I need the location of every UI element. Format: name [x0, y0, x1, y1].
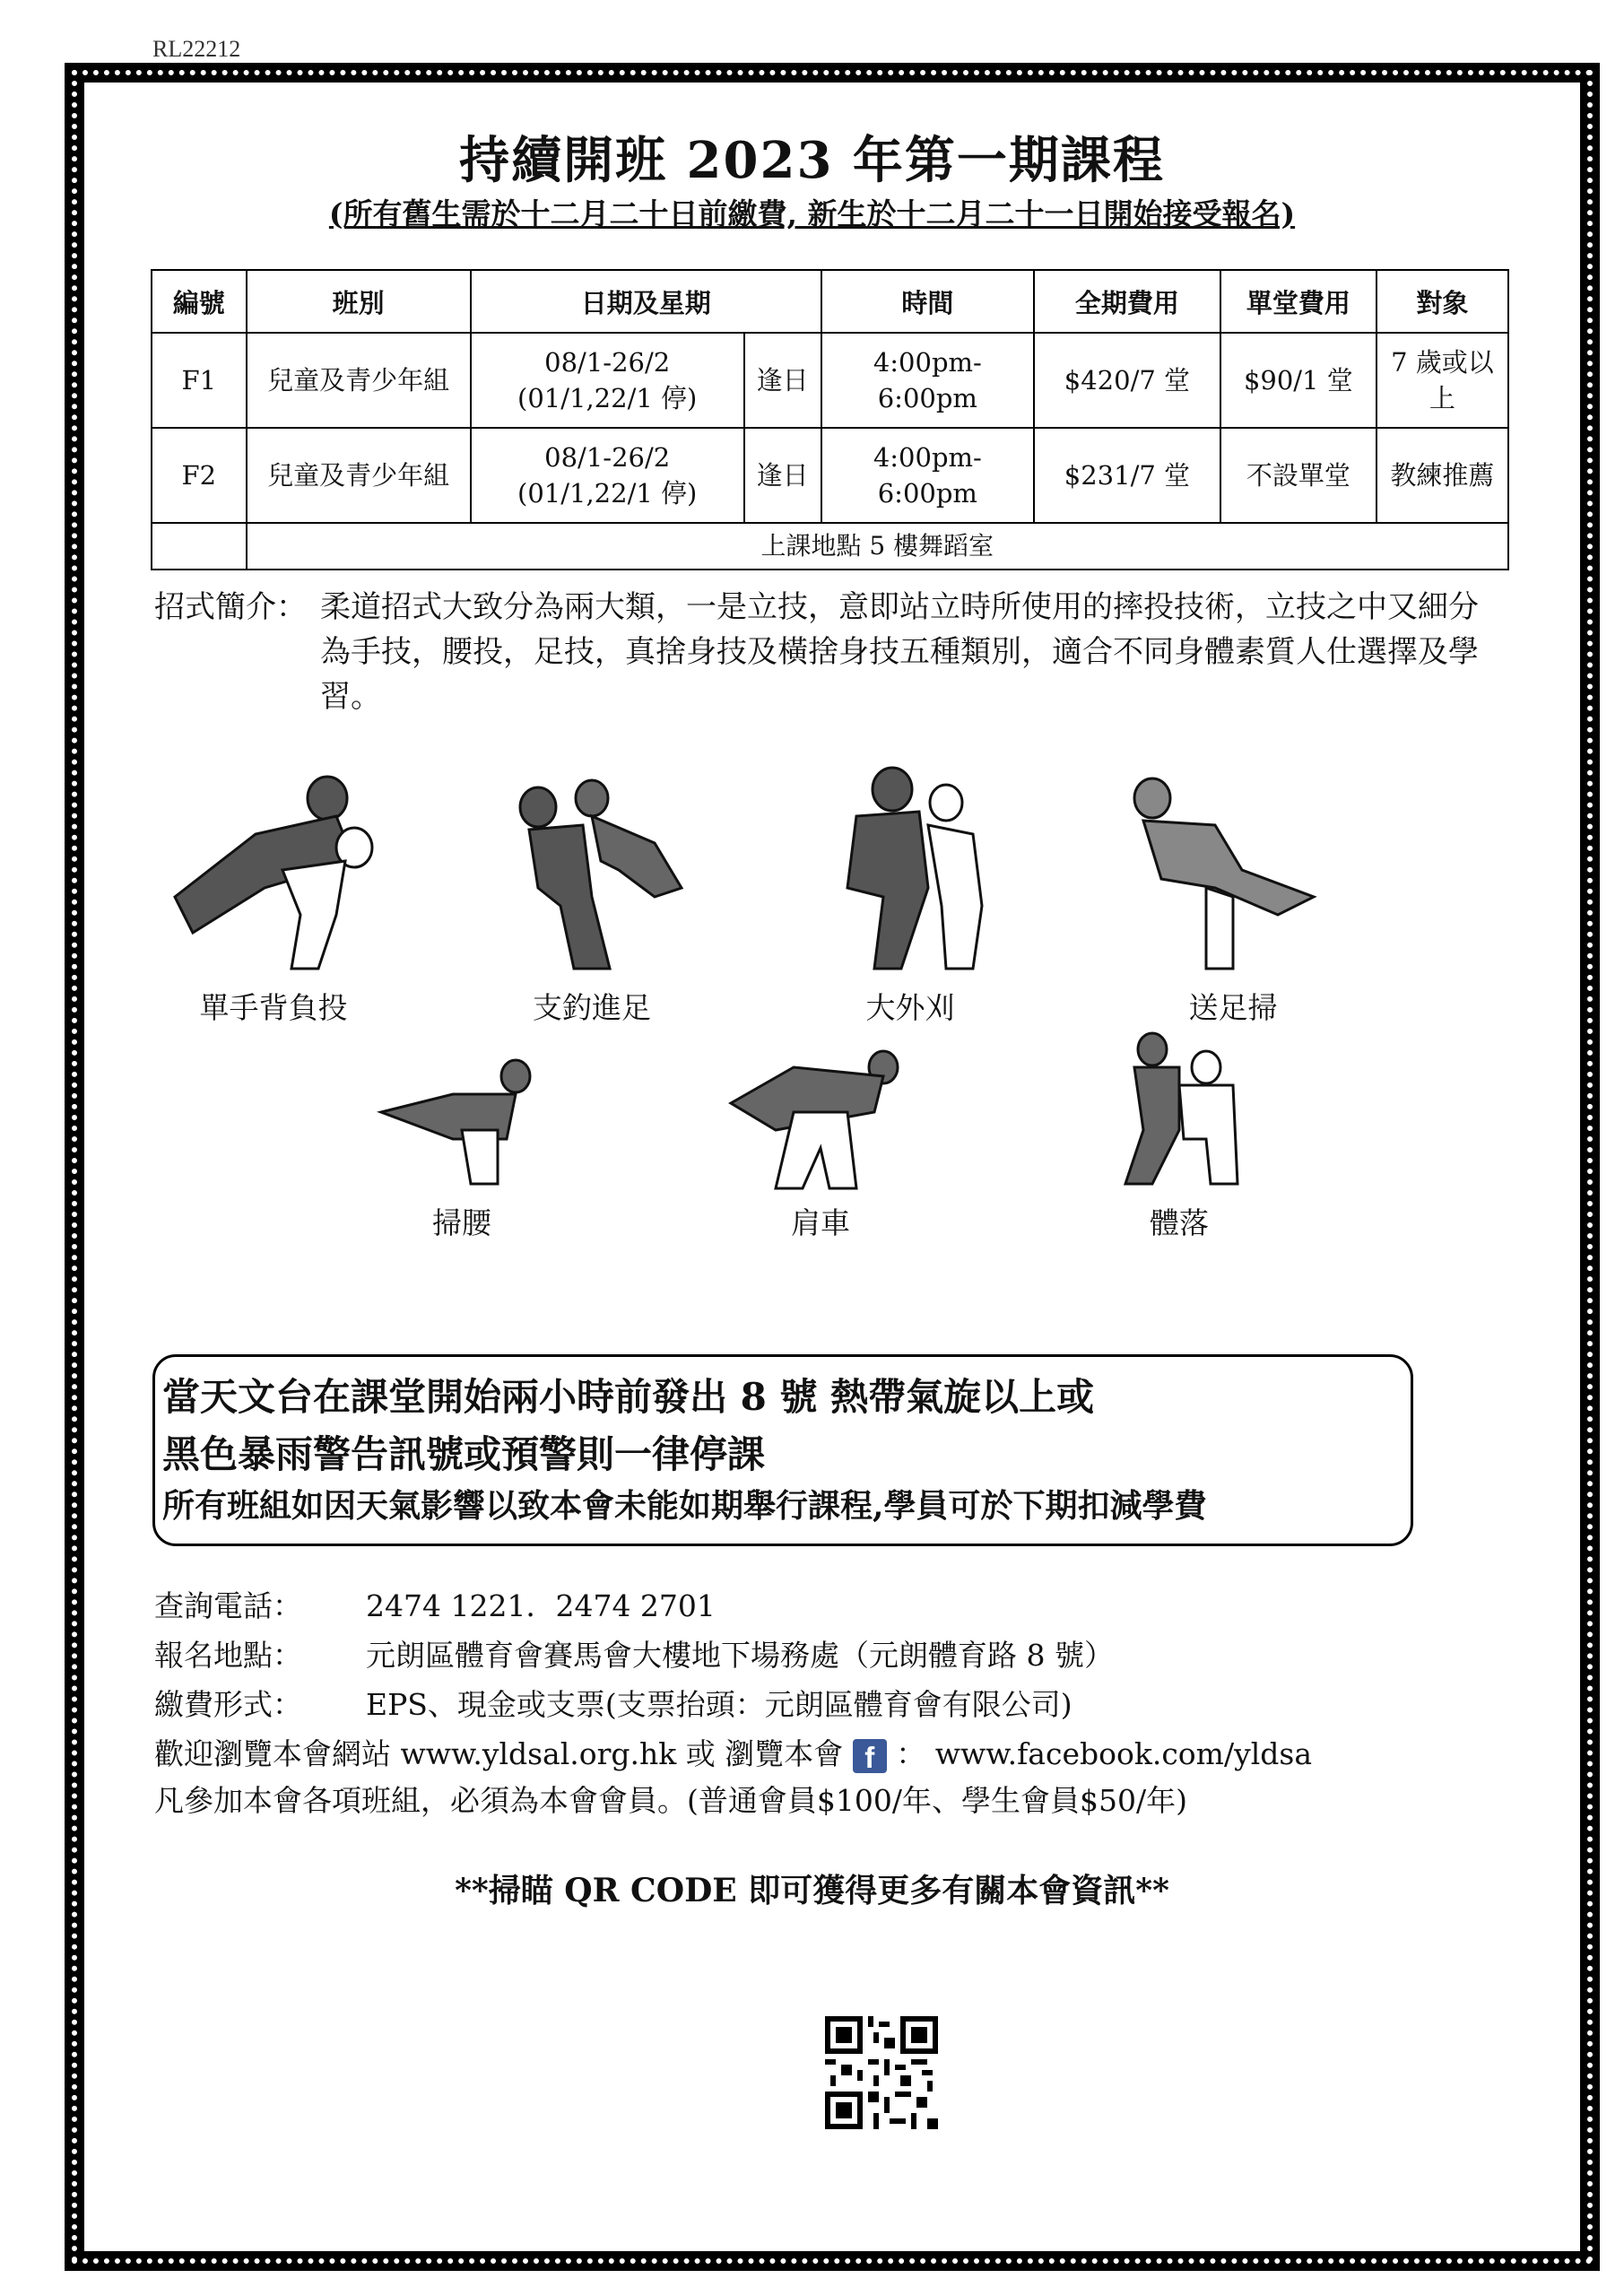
- table-row: [152, 428, 1508, 523]
- contact-web: [154, 1731, 1312, 1773]
- cell-class: 兒童及青少年組: [247, 333, 471, 428]
- judo-throw-illustration-icon: [1081, 1031, 1278, 1193]
- weather-warning-box: [152, 1354, 1413, 1546]
- qr-code-icon: [825, 2016, 938, 2129]
- membership-note: 凡參加本會各項班組，必須為本會會員。(普通會員$100/年、學生會員$50/年): [154, 1783, 1187, 1818]
- judo-throw-illustration-icon: [722, 1040, 919, 1193]
- page-title: 持續開班 2023 年第一期課程: [459, 131, 1165, 190]
- cell-target: 教練推薦: [1376, 428, 1508, 523]
- page-subtitle: (所有舊生需於十二月二十日前繳費, 新生於十二月二十一日開始接受報名): [328, 196, 1296, 231]
- facebook-url: ： www.facebook.com/yldsa: [896, 1736, 1313, 1771]
- header-target: 對象: [1376, 270, 1508, 333]
- website-text: 歡迎瀏覽本會網站 www.yldsal.org.hk 或 瀏覽本會: [154, 1736, 844, 1771]
- technique-label: 單手背負投: [199, 990, 348, 1025]
- cell-code: F1: [152, 333, 247, 428]
- contact-phone: [154, 1583, 716, 1625]
- cell-dates: [471, 428, 744, 523]
- contact-payment: [154, 1682, 1073, 1724]
- table-header-row: [152, 270, 1508, 333]
- payment-label: 繳費形式：: [154, 1687, 302, 1722]
- venue-label: 報名地點：: [154, 1638, 302, 1673]
- warning-line-3: 所有班組如因天氣影響以致本會未能如期舉行課程,學員可於下期扣減學費: [162, 1487, 1207, 1525]
- judo-throw-illustration-icon: [1116, 762, 1350, 978]
- technique-seoi-nage: [152, 762, 395, 1027]
- technique-label: 大外刈: [865, 990, 955, 1025]
- class-location: 上課地點 5 樓舞蹈室: [247, 523, 1509, 570]
- qr-note: **掃瞄 QR CODE 即可獲得更多有關本會資訊**: [455, 1872, 1169, 1909]
- judo-throw-illustration-icon: [794, 762, 1027, 978]
- dates-note: (01/1,22/1 停): [517, 383, 698, 413]
- header-class: 班別: [247, 270, 471, 333]
- warning-line-2: 黑色暴雨警告訊號或預警則一律停課: [162, 1432, 766, 1476]
- intro-text: 柔道招式大致分為兩大類，一是立技，意即站立時所使用的摔投技術，立技之中又細分為手技，腰投，足技，真捨身技及橫捨身技五種類別，適合不同身體素質人仕選擇及學習。: [320, 589, 1479, 715]
- technique-label: 掃腰: [432, 1205, 491, 1240]
- cell-day: 逢日: [744, 333, 821, 428]
- schedule-table: [151, 269, 1509, 570]
- cell-full-fee: $420/7 堂: [1034, 333, 1220, 428]
- table-row: [152, 333, 1508, 428]
- cell-day: 逢日: [744, 428, 821, 523]
- cell-target: 7 歲或以上: [1376, 333, 1508, 428]
- technique-label: 體落: [1150, 1205, 1209, 1240]
- header-dates: 日期及星期: [471, 270, 821, 333]
- judo-throw-illustration-icon: [363, 1040, 560, 1193]
- dates-range: 08/1-26/2: [544, 442, 671, 473]
- technique-okuri-ashi: [1112, 762, 1354, 1027]
- intro-label: 招式簡介：: [154, 589, 307, 625]
- header-full-fee: 全期費用: [1034, 270, 1220, 333]
- technique-harai-goshi: [341, 1040, 583, 1242]
- phone-label: 查詢電話：: [154, 1588, 302, 1623]
- technique-kata-guruma: [699, 1040, 942, 1242]
- judo-throw-illustration-icon: [475, 762, 708, 978]
- judo-throw-illustration-icon: [157, 762, 390, 978]
- cell-code: F2: [152, 428, 247, 523]
- phone-value: 2474 1221．2474 2701: [366, 1588, 716, 1623]
- technique-tai-otoshi: [1058, 1031, 1300, 1242]
- technique-label: 支釣進足: [533, 990, 651, 1025]
- contact-venue: [154, 1632, 1114, 1674]
- dates-range: 08/1-26/2: [544, 347, 671, 378]
- cell-single-fee: $90/1 堂: [1220, 333, 1376, 428]
- dates-note: (01/1,22/1 停): [517, 478, 698, 509]
- document-reference: RL22212: [152, 36, 241, 62]
- cell-time: 4:00pm-6:00pm: [821, 333, 1034, 428]
- header-time: 時間: [821, 270, 1034, 333]
- cell-full-fee: $231/7 堂: [1034, 428, 1220, 523]
- venue-value: 元朗區體育會賽馬會大樓地下場務處（元朗體育路 8 號）: [366, 1638, 1114, 1673]
- cell-time: 4:00pm-6:00pm: [821, 428, 1034, 523]
- header-single-fee: 單堂費用: [1220, 270, 1376, 333]
- technique-sasae: [471, 762, 713, 1027]
- location-row: [152, 523, 1508, 570]
- cell-single-fee: 不設單堂: [1220, 428, 1376, 523]
- technique-label: 送足掃: [1188, 990, 1278, 1025]
- location-empty-cell: [152, 523, 247, 570]
- warning-line-1: 當天文台在課堂開始兩小時前發出 8 號 熱帶氣旋以上或: [162, 1375, 1095, 1419]
- cell-dates: [471, 333, 744, 428]
- header-code: 編號: [152, 270, 247, 333]
- payment-value: EPS、現金或支票(支票抬頭：元朗區體育會有限公司): [366, 1687, 1073, 1722]
- facebook-icon: f: [853, 1739, 887, 1773]
- technique-label: 肩車: [791, 1205, 850, 1240]
- technique-osoto-gari: [789, 762, 1031, 1027]
- cell-class: 兒童及青少年組: [247, 428, 471, 523]
